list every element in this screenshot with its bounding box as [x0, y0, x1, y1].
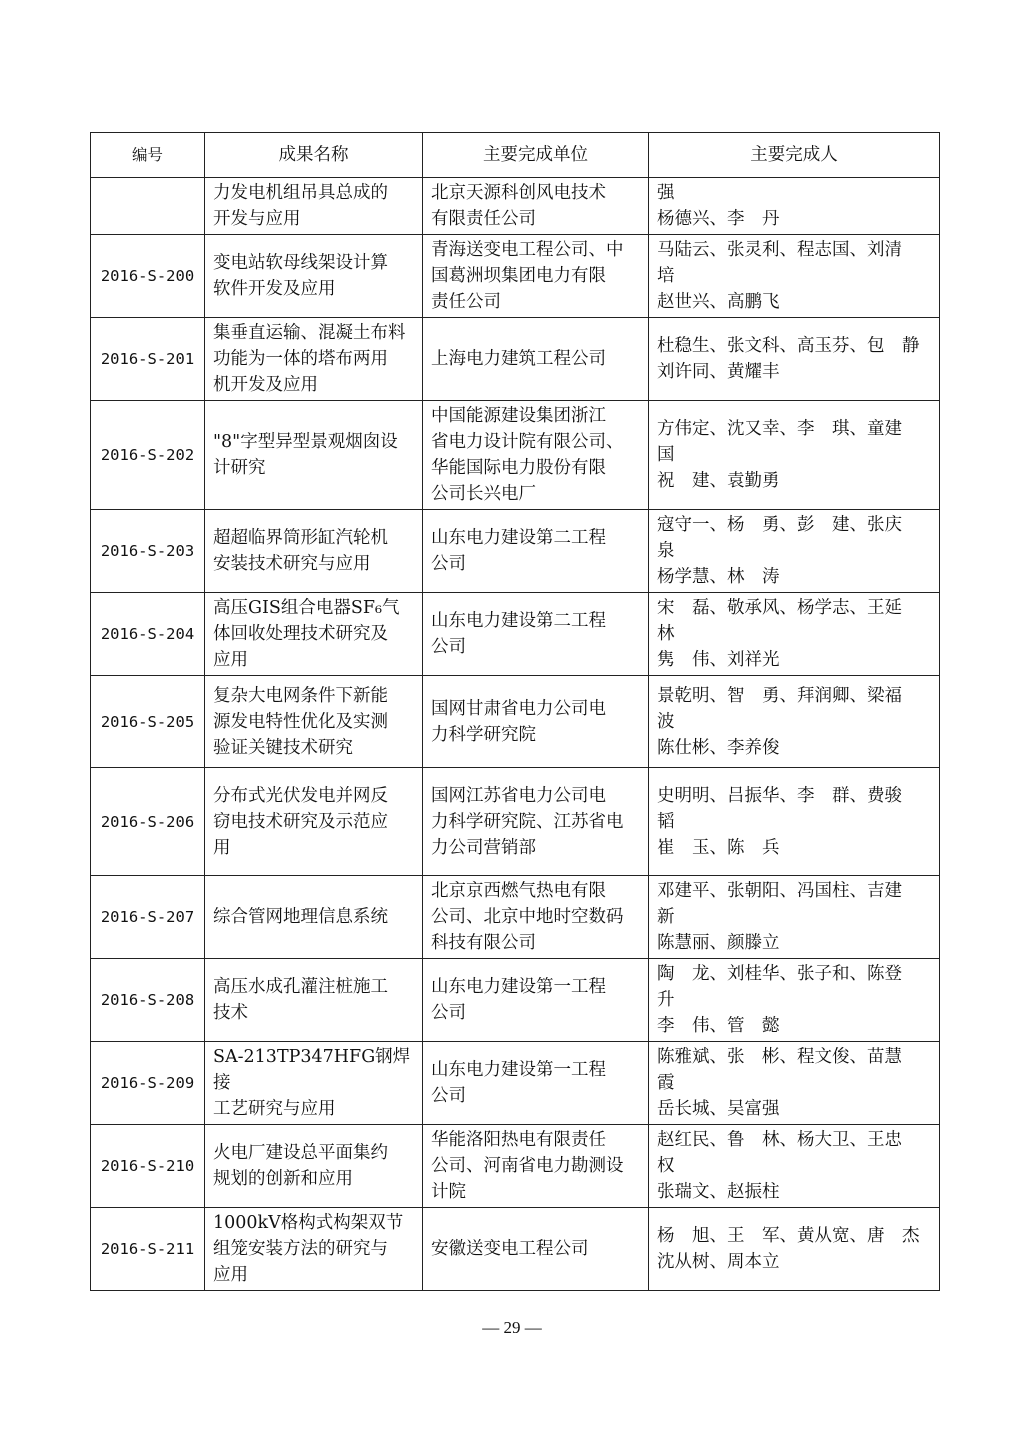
row-name-cell	[205, 676, 423, 768]
row-unit-cell	[423, 593, 649, 676]
row-id-cell	[91, 1125, 205, 1208]
row-id-cell	[91, 235, 205, 318]
row-name-cell	[205, 1125, 423, 1208]
row-name-text: 1000kV格构式构架双节 组笼安装方法的研究与 应用	[213, 1213, 404, 1285]
row-unit-text: 山东电力建设第二工程 公司	[431, 528, 606, 574]
row-name-text: 变电站软母线架设计算 软件开发及应用	[213, 253, 388, 299]
row-id-text: 2016-S-211	[100, 1240, 195, 1258]
row-name-text: 高压GIS组合电器SF₆气 体回收处理技术研究及 应用	[213, 598, 400, 670]
row-name-text: 综合管网地理信息系统	[213, 907, 388, 927]
row-unit-cell	[423, 235, 649, 318]
row-unit-text: 山东电力建设第一工程 公司	[431, 1060, 606, 1106]
table-row	[91, 235, 940, 318]
row-name-text: 超超临界筒形缸汽轮机 安装技术研究与应用	[213, 528, 388, 574]
row-people-cell	[649, 318, 940, 401]
row-name-text: "8"字型异型景观烟囱设 计研究	[213, 432, 398, 478]
table-row	[91, 768, 940, 876]
table-row	[91, 1208, 940, 1291]
row-id-cell	[91, 593, 205, 676]
header-unit: 主要完成单位	[423, 133, 649, 178]
row-name-cell	[205, 318, 423, 401]
row-name-cell	[205, 401, 423, 510]
row-id-text: 2016-S-207	[100, 908, 195, 926]
row-people-cell	[649, 1125, 940, 1208]
row-people-cell	[649, 676, 940, 768]
row-id-cell	[91, 1042, 205, 1125]
row-people-text: 陈雅斌、张 彬、程文俊、苗慧 霞 岳长城、吴富强	[657, 1047, 902, 1119]
row-id-cell	[91, 959, 205, 1042]
table-header-row	[91, 133, 940, 178]
row-people-cell	[649, 235, 940, 318]
row-name-text: 分布式光伏发电并网反 窃电技术研究及示范应 用	[213, 785, 388, 858]
table-row	[91, 876, 940, 959]
page-number: — 29 —	[482, 1318, 542, 1337]
row-id-cell	[91, 768, 205, 876]
row-name-cell	[205, 510, 423, 593]
row-people-text: 赵红民、鲁 林、杨大卫、王忠 权 张瑞文、赵振柱	[657, 1130, 902, 1202]
row-id-text: 2016-S-210	[100, 1157, 195, 1175]
row-unit-text: 上海电力建筑工程公司	[431, 349, 606, 369]
row-people-text: 陶 龙、刘桂华、张子和、陈登 升 李 伟、管 懿	[657, 964, 902, 1036]
row-unit-cell	[423, 676, 649, 768]
row-people-cell	[649, 876, 940, 959]
row-id-cell	[91, 401, 205, 510]
row-people-cell	[649, 593, 940, 676]
row-id-text: 2016-S-201	[100, 350, 195, 368]
row-name-text: 复杂大电网条件下新能 源发电特性优化及实测 验证关键技术研究	[213, 685, 388, 758]
row-people-text: 邓建平、张朝阳、冯国柱、吉建 新 陈慧丽、颜滕立	[657, 881, 902, 953]
row-name-text: 集垂直运输、混凝土布料 功能为一体的塔布两用 机开发及应用	[213, 323, 406, 395]
table-row	[91, 676, 940, 768]
row-people-cell	[649, 510, 940, 593]
row-unit-cell	[423, 510, 649, 593]
table-row	[91, 593, 940, 676]
row-unit-cell	[423, 1208, 649, 1291]
row-people-text: 寇守一、杨 勇、彭 建、张庆 泉 杨学慧、林 涛	[657, 515, 902, 587]
table-row	[91, 1125, 940, 1208]
row-unit-cell	[423, 178, 649, 235]
row-unit-cell	[423, 959, 649, 1042]
row-id-cell	[91, 318, 205, 401]
row-name-cell	[205, 768, 423, 876]
row-people-text: 杨 旭、王 军、黄从宽、唐 杰 沈从树、周本立	[657, 1226, 920, 1272]
row-id-cell	[91, 876, 205, 959]
header-people: 主要完成人	[649, 133, 940, 178]
row-id-cell	[91, 676, 205, 768]
row-unit-text: 北京京西燃气热电有限 公司、北京中地时空数码 科技有限公司	[431, 881, 624, 953]
row-id-text: 2016-S-202	[100, 446, 195, 464]
row-name-cell	[205, 178, 423, 235]
row-unit-text: 华能洛阳热电有限责任 公司、河南省电力勘测设 计院	[431, 1130, 624, 1202]
row-unit-text: 国网甘肃省电力公司电 力科学研究院	[431, 698, 606, 745]
row-unit-text: 中国能源建设集团浙江 省电力设计院有限公司、 华能国际电力股份有限 公司长兴电厂	[431, 406, 624, 504]
row-name-text: 高压水成孔灌注桩施工 技术	[213, 977, 388, 1023]
row-unit-text: 安徽送变电工程公司	[431, 1239, 589, 1259]
table-row	[91, 401, 940, 510]
achievements-table	[90, 132, 940, 1291]
header-name: 成果名称	[205, 133, 423, 178]
row-people-text: 史明明、吕振华、李 群、费骏 韬 崔 玉、陈 兵	[657, 785, 902, 858]
row-unit-cell	[423, 768, 649, 876]
row-people-text: 方伟定、沈又幸、李 琪、童建 国 祝 建、袁勤勇	[657, 419, 902, 491]
row-id-text: 2016-S-204	[100, 625, 195, 643]
row-id-text: 2016-S-206	[100, 812, 195, 831]
row-name-cell	[205, 1042, 423, 1125]
row-unit-cell	[423, 1042, 649, 1125]
row-people-cell	[649, 768, 940, 876]
row-id-text: 2016-S-208	[100, 991, 195, 1009]
row-people-cell	[649, 1208, 940, 1291]
table-row	[91, 318, 940, 401]
row-name-text: SA-213TP347HFG钢焊接 工艺研究与应用	[213, 1047, 411, 1119]
row-id-text: 2016-S-209	[100, 1074, 195, 1092]
row-people-cell	[649, 401, 940, 510]
row-id-cell	[91, 178, 205, 235]
table-row	[91, 1042, 940, 1125]
table-body	[91, 178, 940, 1291]
row-people-cell	[649, 959, 940, 1042]
row-unit-text: 山东电力建设第一工程 公司	[431, 977, 606, 1023]
row-name-cell	[205, 876, 423, 959]
row-unit-cell	[423, 401, 649, 510]
row-name-cell	[205, 1208, 423, 1291]
row-name-cell	[205, 235, 423, 318]
row-unit-cell	[423, 1125, 649, 1208]
row-id-cell	[91, 1208, 205, 1291]
row-id-cell	[91, 510, 205, 593]
row-name-cell	[205, 959, 423, 1042]
row-id-text: 2016-S-203	[100, 542, 195, 560]
row-unit-text: 青海送变电工程公司、中 国葛洲坝集团电力有限 责任公司	[431, 240, 624, 312]
row-unit-cell	[423, 876, 649, 959]
row-unit-text: 山东电力建设第二工程 公司	[431, 611, 606, 657]
table-row	[91, 959, 940, 1042]
row-people-text: 强 杨德兴、李 丹	[657, 183, 780, 229]
row-name-cell	[205, 593, 423, 676]
header-id: 编号	[91, 133, 205, 178]
row-name-text: 火电厂建设总平面集约 规划的创新和应用	[213, 1143, 388, 1189]
table-row	[91, 178, 940, 235]
row-people-cell	[649, 1042, 940, 1125]
row-people-text: 宋 磊、敬承风、杨学志、王延 林 隽 伟、刘祥光	[657, 598, 902, 670]
table-row	[91, 510, 940, 593]
row-unit-text: 北京天源科创风电技术 有限责任公司	[431, 183, 606, 229]
row-name-text: 力发电机组吊具总成的 开发与应用	[213, 183, 388, 229]
row-unit-cell	[423, 318, 649, 401]
row-people-text: 杜稳生、张文科、高玉芬、包 静 刘许同、黄耀丰	[657, 336, 920, 382]
row-people-cell	[649, 178, 940, 235]
row-unit-text: 国网江苏省电力公司电 力科学研究院、江苏省电 力公司营销部	[431, 785, 624, 858]
row-people-text: 马陆云、张灵利、程志国、刘清 培 赵世兴、高鹏飞	[657, 240, 902, 312]
row-id-text: 2016-S-200	[100, 267, 195, 285]
row-id-text: 2016-S-205	[100, 712, 195, 731]
row-people-text: 景乾明、智 勇、拜润卿、梁福 波 陈仕彬、李养俊	[657, 685, 902, 758]
